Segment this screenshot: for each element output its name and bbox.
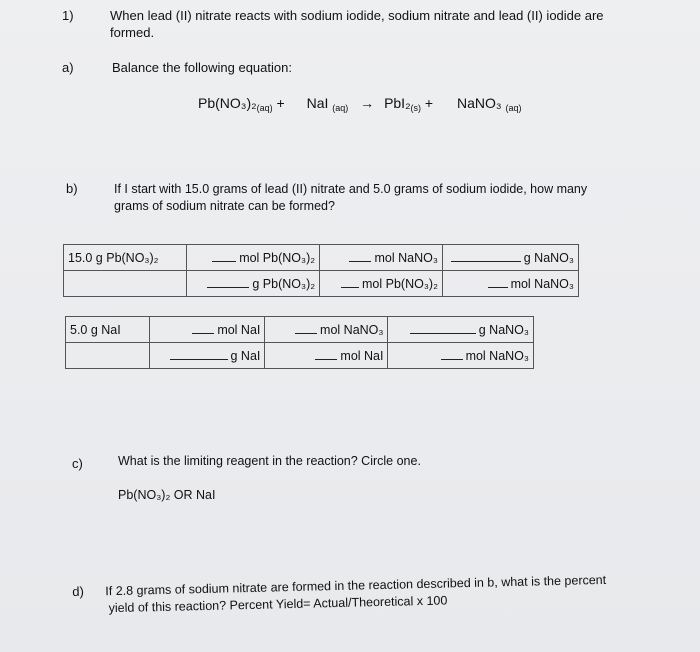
table1-cell-r1c4: g NaNO₃ [442, 245, 578, 271]
part-c-label: c) [72, 456, 83, 471]
table1-empty-cell [64, 271, 187, 297]
part-b-label: b) [66, 181, 78, 196]
plus-sign-2: + [424, 95, 434, 111]
table1-cell-r2c3: mol Pb(NO₃)₂ [320, 271, 443, 297]
table2-cell-r1c3: mol NaNO₃ [265, 317, 388, 343]
table2-cell-r2c4: mol NaNO₃ [388, 343, 534, 369]
reactant-1-state: (aq) [256, 103, 273, 113]
product-1-state: (s) [410, 103, 422, 113]
part-b-text-line2: grams of sodium nitrate can be formed? [114, 199, 335, 213]
part-b-text-line1: If I start with 15.0 grams of lead (II) nitrate and 5.0 grams of sodium iodide, how many [114, 182, 588, 196]
part-d-label: d) [72, 583, 85, 599]
reactant-2: NaI [306, 95, 329, 111]
question-1-text-line2: formed. [110, 25, 155, 40]
limiting-reagent-options: Pb(NO₃)₂ OR NaI [118, 488, 216, 502]
table1-start-cell: 15.0 g Pb(NO₃)₂ [64, 245, 187, 271]
chemical-equation [198, 95, 522, 113]
table2-cell-r2c3: mol NaI [265, 343, 388, 369]
question-1-text-line1: When lead (II) nitrate reacts with sodium iodide, sodium nitrate and lead (II) iodide are [110, 8, 604, 23]
plus-sign-1: + [276, 95, 285, 111]
table1-cell-r2c4: mol NaNO₃ [442, 271, 578, 297]
reactant-2-state: (aq) [332, 103, 349, 113]
table2-empty-cell [66, 343, 150, 369]
table2-start-cell: 5.0 g NaI [66, 317, 150, 343]
part-a-text: Balance the following equation: [112, 60, 292, 75]
product-2: NaNO₃ [456, 95, 502, 111]
stoichiometry-table-lead-nitrate [63, 244, 579, 297]
table2-cell-r1c2: mol NaI [150, 317, 265, 343]
table1-cell-r1c3: mol NaNO₃ [320, 245, 443, 271]
table1-cell-r1c2: mol Pb(NO₃)₂ [187, 245, 320, 271]
part-c-text: What is the limiting reagent in the reaction? Circle one. [118, 454, 421, 468]
table2-cell-r2c2: g NaI [150, 343, 265, 369]
product-2-state: (aq) [505, 103, 522, 113]
part-a-label: a) [62, 60, 74, 75]
stoichiometry-table-sodium-iodide [65, 316, 534, 369]
part-d-text-line2: yield of this reaction? Percent Yield= Actual/Theoretical x 100 [108, 593, 448, 616]
table2-cell-r1c4: g NaNO₃ [388, 317, 534, 343]
table1-cell-r2c2: g Pb(NO₃)₂ [187, 271, 320, 297]
question-1-number: 1) [62, 8, 74, 23]
part-d-block [72, 565, 653, 618]
reaction-arrow-icon: → [360, 95, 375, 111]
part-d-text-line1: If 2.8 grams of sodium nitrate are formed in the reaction described in b, what is the percent [105, 572, 607, 599]
product-1: PbI₂ [384, 95, 411, 111]
reactant-1: Pb(NO₃)₂ [198, 95, 257, 111]
